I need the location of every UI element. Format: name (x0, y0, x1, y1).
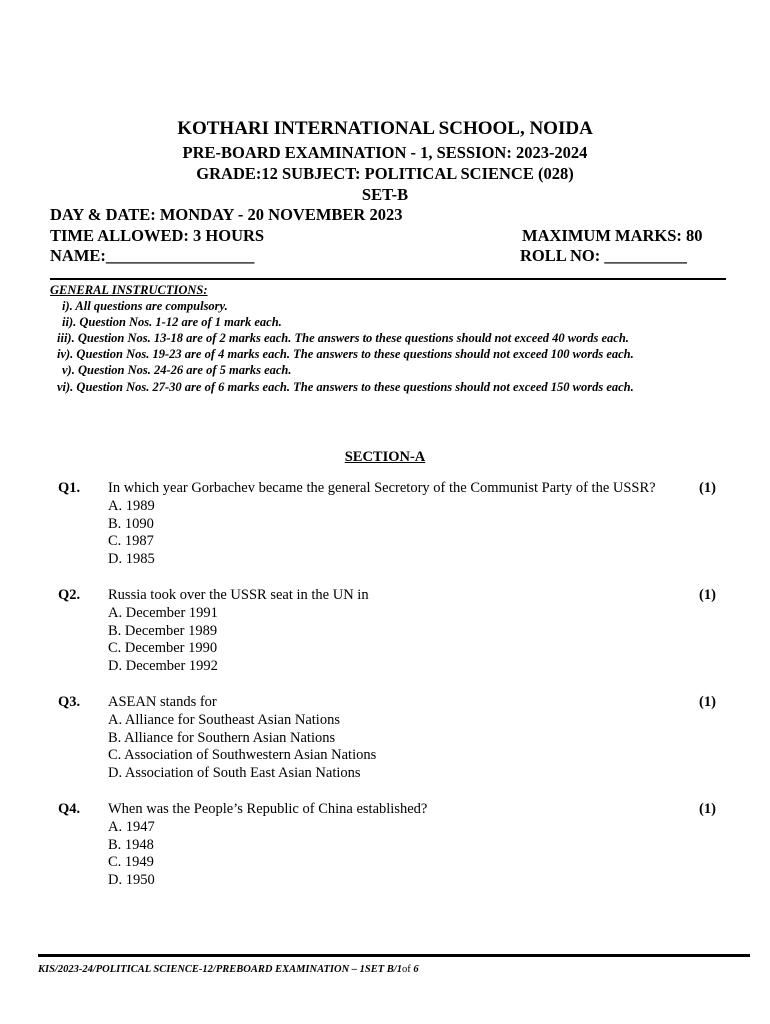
question-number: Q2. (58, 587, 81, 603)
page-footer (38, 964, 419, 975)
question-marks: (1) (699, 801, 716, 817)
option: A. Alliance for Southeast Asian Nations (108, 712, 340, 728)
option: B. December 1989 (108, 623, 218, 639)
roll-no-field: ROLL NO: __________ (520, 246, 687, 265)
instruction-item: iv). Question Nos. 19-23 are of 4 marks each. The answers to these questions should not exceed 100 words each. (57, 347, 634, 361)
footer-code: KIS/2023-24/POLITICAL SCIENCE-12/PREBOARD EXAMINATION – 1SET B/ (38, 964, 397, 975)
instruction-item: ii). Question Nos. 1-12 are of 1 mark each. (62, 315, 282, 329)
footer-page-total: 6 (413, 964, 419, 975)
exam-title: PRE-BOARD EXAMINATION - 1, SESSION: 2023-2024 (182, 143, 588, 162)
instruction-item: vi). Question Nos. 27-30 are of 6 marks each. The answers to these questions should not exceed 150 words each. (57, 380, 634, 394)
day-date: DAY & DATE: MONDAY - 20 NOVEMBER 2023 (50, 205, 403, 224)
name-field: NAME:__________________ (50, 246, 255, 265)
option: C. 1987 (108, 533, 154, 549)
instruction-item: i). All questions are compulsory. (62, 299, 228, 313)
header-divider (50, 278, 726, 280)
option: B. 1090 (108, 516, 154, 532)
question-number: Q4. (58, 801, 81, 817)
question-text: Russia took over the USSR seat in the UN in (108, 587, 369, 603)
option: A. December 1991 (108, 605, 218, 621)
school-name: KOTHARI INTERNATIONAL SCHOOL, NOIDA (177, 118, 593, 139)
grade-subject: GRADE:12 SUBJECT: POLITICAL SCIENCE (028) (196, 164, 574, 183)
maximum-marks: MAXIMUM MARKS: 80 (522, 226, 703, 245)
question-text: ASEAN stands for (108, 694, 217, 710)
option: C. December 1990 (108, 640, 218, 656)
option: D. Association of South East Asian Nations (108, 765, 361, 781)
instruction-item: iii). Question Nos. 13-18 are of 2 marks each. The answers to these questions should not exceed 40 words each. (57, 331, 629, 345)
option: B. 1948 (108, 837, 154, 853)
option: C. 1949 (108, 854, 154, 870)
option: D. 1985 (108, 551, 155, 567)
option: A. 1947 (108, 819, 155, 835)
question-marks: (1) (699, 694, 716, 710)
instruction-item: v). Question Nos. 24-26 are of 5 marks each. (62, 363, 292, 377)
footer-divider (38, 954, 750, 957)
question-number: Q3. (58, 694, 81, 710)
question-number: Q1. (58, 480, 81, 496)
question-text: When was the People’s Republic of China established? (108, 801, 428, 817)
question-text: In which year Gorbachev became the general Secretory of the Communist Party of the USSR? (108, 480, 656, 496)
section-heading: SECTION-A (344, 449, 426, 465)
footer-of: of (401, 964, 411, 975)
option: D. December 1992 (108, 658, 218, 674)
option: A. 1989 (108, 498, 155, 514)
time-allowed: TIME ALLOWED: 3 HOURS (50, 226, 265, 245)
question-marks: (1) (699, 480, 716, 496)
option: D. 1950 (108, 872, 155, 888)
option: B. Alliance for Southern Asian Nations (108, 730, 336, 746)
option: C. Association of Southwestern Asian Nations (108, 747, 377, 763)
question-marks: (1) (699, 587, 716, 603)
footer-page-number: 1 (396, 964, 402, 975)
instructions-title: GENERAL INSTRUCTIONS: (50, 283, 208, 297)
set-label: SET-B (361, 185, 409, 204)
